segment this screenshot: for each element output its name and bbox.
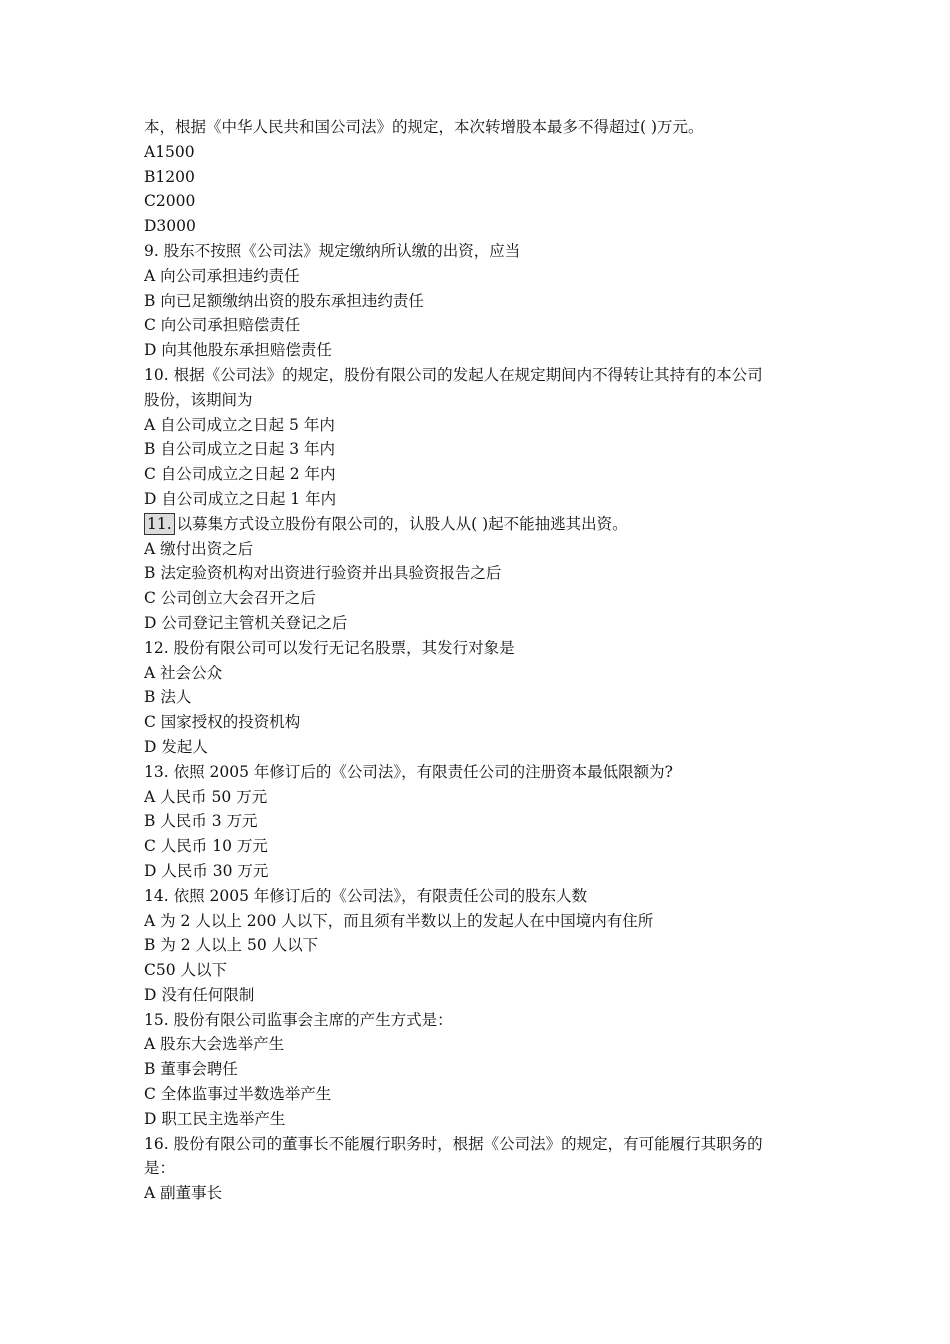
option-d: D 人民币 30 万元 — [144, 861, 269, 880]
option-d: D3000 — [144, 217, 196, 236]
option-b: B 为 2 人以上 50 人以下 — [144, 936, 319, 955]
option-a: A 缴付出资之后 — [144, 539, 254, 558]
option-d: D 发起人 — [144, 737, 208, 756]
option-c: C 全体监事过半数选举产生 — [144, 1085, 332, 1104]
option-d: D 向其他股东承担赔偿责任 — [144, 341, 332, 360]
question-15: 15. 股份有限公司监事会主席的产生方式是： — [144, 1010, 453, 1029]
option-a: A 社会公众 — [144, 663, 223, 682]
question-11 — [144, 512, 814, 537]
question-11-text: 以募集方式设立股份有限公司的，认股人从( )起不能抽逃其出资。 — [176, 514, 628, 533]
option-a: A1500 — [144, 142, 195, 161]
option-b: B 法定验资机构对出资进行验资并出具验资报告之后 — [144, 564, 502, 583]
option-b: B 董事会聘任 — [144, 1060, 238, 1079]
option-b: B1200 — [144, 167, 195, 186]
option-b: B 向已足额缴纳出资的股东承担违约责任 — [144, 291, 424, 310]
option-c: C 向公司承担赔偿责任 — [144, 316, 301, 335]
option-d: D 职工民主选举产生 — [144, 1109, 286, 1128]
option-c: C 人民币 10 万元 — [144, 837, 268, 856]
option-a: A 自公司成立之日起 5 年内 — [144, 415, 335, 434]
question-14: 14. 依照 2005 年修订后的《公司法》，有限责任公司的股东人数 — [144, 886, 588, 905]
document-page — [144, 115, 814, 1206]
question-12: 12. 股份有限公司可以发行无记名股票，其发行对象是 — [144, 638, 515, 657]
text-line: 本，根据《中华人民共和国公司法》的规定，本次转增股本最多不得超过( )万元。 — [144, 118, 704, 136]
option-d: D 自公司成立之日起 1 年内 — [144, 489, 337, 508]
option-c: C50 人以下 — [144, 961, 228, 980]
highlighted-question-number[interactable]: 11. — [144, 513, 175, 535]
option-d: D 没有任何限制 — [144, 985, 255, 1004]
option-c: C2000 — [144, 192, 196, 211]
option-a: A 股东大会选举产生 — [144, 1035, 285, 1054]
question-13: 13. 依照 2005 年修订后的《公司法》，有限责任公司的注册资本最低限额为? — [144, 762, 673, 781]
question-10: 10. 根据《公司法》的规定，股份有限公司的发起人在规定期间内不得转让其持有的本公司 — [144, 365, 763, 384]
option-c: C 自公司成立之日起 2 年内 — [144, 465, 336, 484]
option-d: D 公司登记主管机关登记之后 — [144, 613, 348, 632]
option-a: A 为 2 人以上 200 人以下，而且须有半数以上的发起人在中国境内有住所 — [144, 911, 654, 930]
option-a: A 向公司承担违约责任 — [144, 266, 300, 285]
question-16-continued: 是： — [144, 1159, 176, 1178]
option-b: B 法人 — [144, 688, 192, 707]
option-b: B 人民币 3 万元 — [144, 812, 258, 831]
option-a: A 副董事长 — [144, 1184, 223, 1203]
question-10-continued: 股份，该期间为 — [144, 390, 253, 409]
question-16: 16. 股份有限公司的董事长不能履行职务时，根据《公司法》的规定，有可能履行其职务的 — [144, 1134, 763, 1153]
option-c: C 公司创立大会召开之后 — [144, 589, 316, 608]
option-c: C 国家授权的投资机构 — [144, 713, 301, 732]
option-a: A 人民币 50 万元 — [144, 787, 268, 806]
option-b: B 自公司成立之日起 3 年内 — [144, 440, 336, 459]
question-9: 9. 股东不按照《公司法》规定缴纳所认缴的出资，应当 — [144, 241, 521, 260]
